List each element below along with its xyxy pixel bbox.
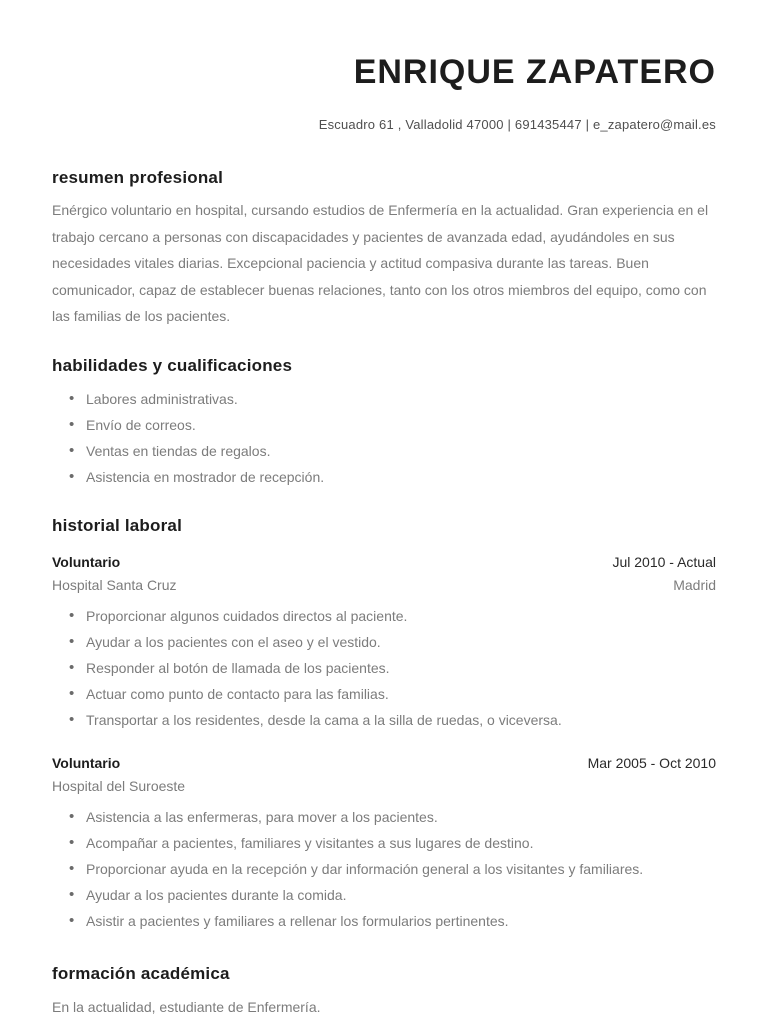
skills-list	[69, 386, 716, 490]
job-duty: • Responder al botón de llamada de los pacientes.	[69, 655, 716, 681]
job-location: Madrid	[673, 576, 716, 593]
skill-item: • Labores administrativas.	[69, 386, 716, 412]
job-duty: • Proporcionar algunos cuidados directos al paciente.	[69, 603, 716, 629]
job-entry	[52, 554, 716, 733]
section-skills	[52, 356, 716, 490]
work-history-heading: historial laboral	[52, 515, 182, 535]
education-heading: formación académica	[52, 963, 230, 983]
candidate-name: ENRIQUE ZAPATERO	[353, 53, 716, 91]
job-duty: • Transportar a los residentes, desde la cama a la silla de ruedas, o viceversa.	[69, 707, 716, 733]
section-education	[52, 964, 716, 1020]
job-duties-list	[69, 804, 716, 934]
job-title-row	[52, 554, 716, 570]
job-dates: Mar 2005 - Oct 2010	[587, 754, 716, 771]
job-title-row	[52, 755, 716, 771]
job-employer: Hospital del Suroeste	[52, 777, 186, 794]
job-title: Voluntario	[52, 553, 121, 570]
job-dates: Jul 2010 - Actual	[612, 553, 716, 570]
contact-line: Escuadro 61 , Valladolid 47000 | 691435447 | e_zapatero@mail.es	[318, 117, 716, 133]
skill-item: • Asistencia en mostrador de recepción.	[69, 464, 716, 490]
job-duty: • Ayudar a los pacientes durante la comida.	[69, 882, 716, 908]
job-entry	[52, 755, 716, 934]
job-employer-row	[52, 577, 716, 593]
section-work-history	[52, 516, 716, 934]
summary-text: Enérgico voluntario en hospital, cursando estudios de Enfermería en la actualidad. Gran experiencia en el trabajo cercano a personas con discapacidades y pacientes de avanzada edad, ayudándoles en sus necesidades vitales diarias. Excepcional paciencia y actitud compasiva durante las tareas. Buen comunicador, capaz de establecer buenas relaciones, tanto con los otros miembros del equipo, como con las familias de los pacientes.	[52, 202, 709, 325]
job-employer-row	[52, 778, 716, 794]
job-duty: • Asistencia a las enfermeras, para mover a los pacientes.	[69, 804, 716, 830]
job-duty: • Acompañar a pacientes, familiares y visitantes a sus lugares de destino.	[69, 830, 716, 856]
job-title: Voluntario	[52, 754, 121, 771]
job-employer: Hospital Santa Cruz	[52, 576, 177, 593]
resume-header	[52, 0, 716, 132]
job-duty: • Proporcionar ayuda en la recepción y dar información general a los visitantes y familiares.	[69, 856, 716, 882]
job-duty: • Actuar como punto de contacto para las familias.	[69, 681, 716, 707]
section-summary	[52, 168, 716, 330]
summary-heading: resumen profesional	[52, 168, 224, 188]
job-duty: • Ayudar a los pacientes con el aseo y el vestido.	[69, 629, 716, 655]
job-duty: • Asistir a pacientes y familiares a rellenar los formularios pertinentes.	[69, 908, 716, 934]
skill-item: • Ventas en tiendas de regalos.	[69, 438, 716, 464]
education-text: En la actualidad, estudiante de Enfermería.	[52, 998, 321, 1015]
skill-item: • Envío de correos.	[69, 412, 716, 438]
skills-heading: habilidades y cualificaciones	[52, 355, 293, 375]
job-duties-list	[69, 603, 716, 733]
